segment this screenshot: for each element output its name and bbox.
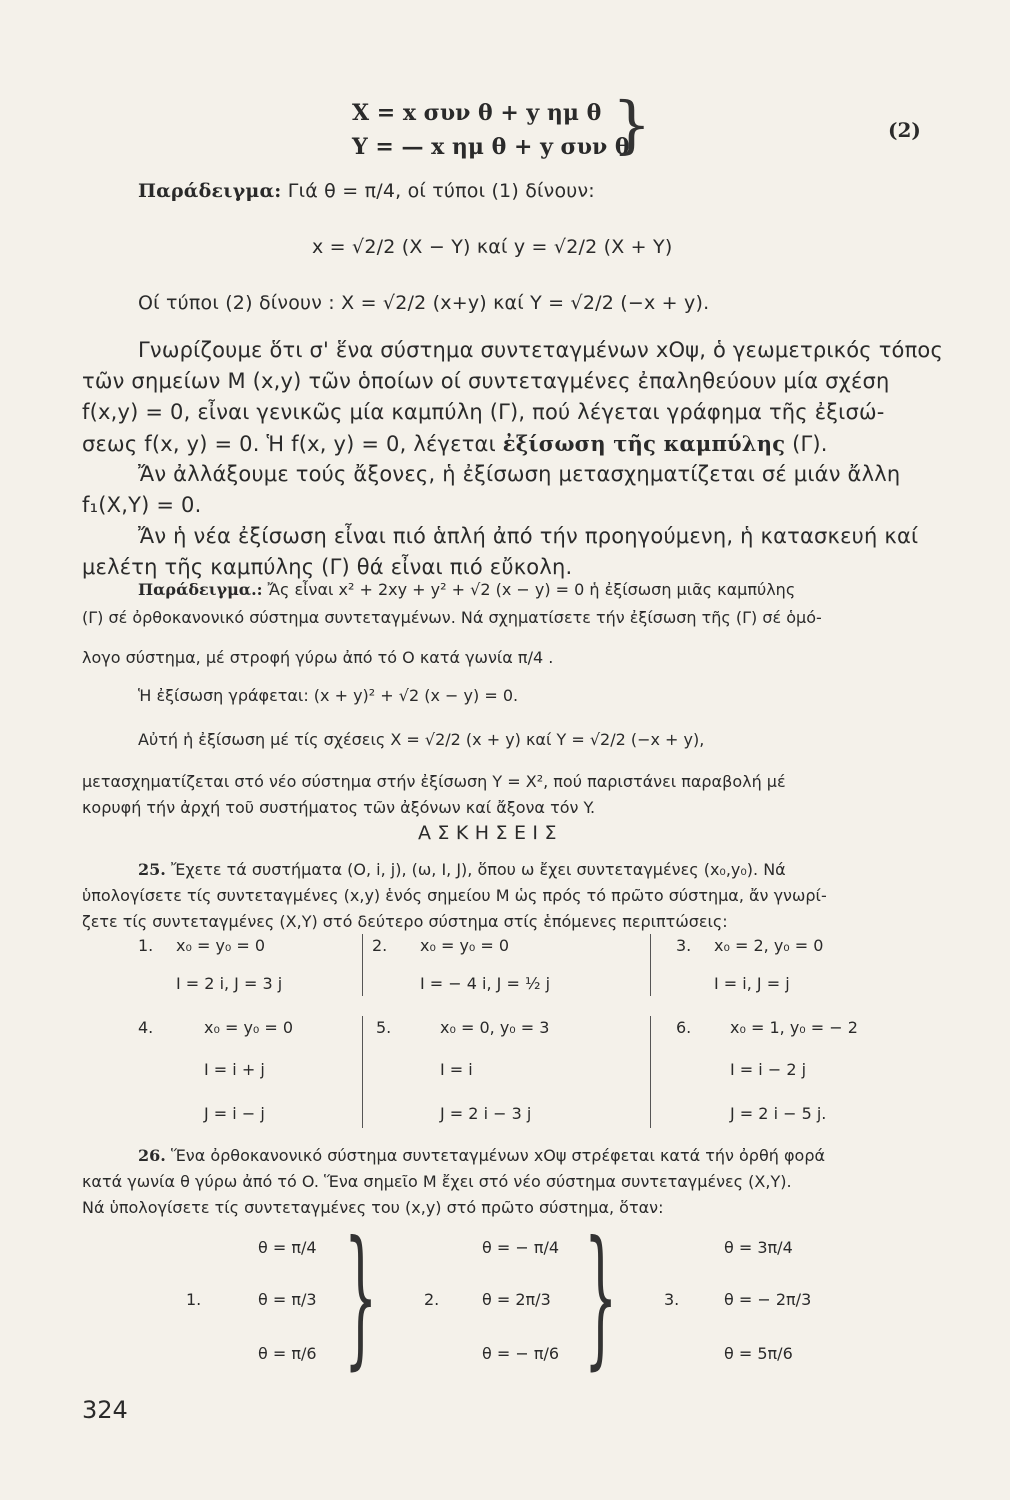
case-2-vectors: I = − 4 i, J = ½ j [420, 974, 551, 993]
angle-3c: θ = 5π/6 [724, 1344, 793, 1363]
equation-tag: (2) [888, 118, 921, 142]
paragraph-1-line-1: Γνωρίζουμε ὅτι σ' ἕνα σύστημα συντεταγμένων xOψ, ὁ γεωμετρικός τόπος [138, 338, 943, 362]
example-2-line-5: Αὐτή ἡ ἐξίσωση μέ τίς σχέσεις X = √2/2 (x + y) καί Y = √2/2 (−x + y), [138, 730, 705, 749]
case-4-number: 4. [138, 1018, 154, 1037]
equation-y: Y = — x ημ θ + y συν θ [352, 134, 630, 160]
case-1-number: 1. [138, 936, 154, 955]
right-brace: } [584, 1210, 618, 1384]
example-2-label: Παράδειγμα.: [138, 580, 263, 599]
case-6-vector-j: J = 2 i − 5 j. [730, 1104, 827, 1123]
case-6-vector-i: I = i − 2 j [730, 1060, 807, 1079]
exercise-26-line-2: κατά γωνία θ γύρω ἀπό τό O. Ἕνα σημεῖο M ἔχει στό νέο σύστημα συντεταγμένες (X,Y). [82, 1172, 792, 1191]
angle-1b: θ = π/3 [258, 1290, 317, 1309]
angle-1a: θ = π/4 [258, 1238, 317, 1257]
exercise-26-line-3: Νά ὑπολογίσετε τίς συντεταγμένες του (x,y) στό πρῶτο σύστημα, ὅταν: [82, 1198, 664, 1217]
equation-x: X = x συν θ + y ημ θ [352, 100, 602, 126]
case-5-vector-i: I = i [440, 1060, 473, 1079]
case-1-origin: x₀ = y₀ = 0 [176, 936, 266, 955]
exercise-25-line-1 [138, 860, 786, 879]
grid-divider [362, 934, 363, 996]
case-6-number: 6. [676, 1018, 692, 1037]
grid-divider [650, 934, 651, 996]
exercises-heading: Α Σ Κ Η Σ Ε Ι Σ [418, 822, 557, 844]
example-2-line-3: λογο σύστημα, μέ στροφή γύρω ἀπό τό O κατά γωνία π/4 . [82, 648, 554, 667]
angle-2b: θ = 2π/3 [482, 1290, 551, 1309]
case-5-number: 5. [376, 1018, 392, 1037]
right-brace: } [612, 88, 652, 161]
case-2-origin: x₀ = y₀ = 0 [420, 936, 510, 955]
case-6-origin: x₀ = 1, y₀ = − 2 [730, 1018, 858, 1037]
angle-group-2-number: 2. [424, 1290, 440, 1309]
angle-1c: θ = π/6 [258, 1344, 317, 1363]
exercise-26-line-1 [138, 1146, 825, 1165]
example-2-line-4: Ἡ ἐξίσωση γράφεται: (x + y)² + √2 (x − y) = 0. [138, 686, 519, 705]
exercise-25-line-2: ὑπολογίσετε τίς συντεταγμένες (x,y) ἑνός σημείου M ὡς πρός τό πρῶτο σύστημα, ἄν γνωρί- [82, 886, 827, 905]
case-5-vector-j: J = 2 i − 3 j [440, 1104, 532, 1123]
paragraph-1-end: (Γ). [792, 432, 828, 456]
paragraph-2-line-1: Ἄν ἀλλάξουμε τούς ἄξονες, ἡ ἐξίσωση μετασχηματίζεται σέ μιάν ἄλλη [138, 462, 901, 486]
angle-2c: θ = − π/6 [482, 1344, 560, 1363]
exercise-25-text: Ἔχετε τά συστήματα (O, i, j), (ω, I, J), ὅπου ω ἔχει συντεταγμένες (x₀,y₀). Νά [170, 860, 786, 879]
exercise-25-line-3: ζετε τίς συντεταγμένες (X,Y) στό δεύτερο σύστημα στίς ἑπόμενες περιπτώσεις: [82, 912, 728, 931]
exercise-26-number: 26. [138, 1146, 166, 1165]
paragraph-1-line-4-text: σεως f(x, y) = 0. Ἡ f(x, y) = 0, λέγεται [82, 432, 496, 456]
angle-group-3-number: 3. [664, 1290, 680, 1309]
example-1-label: Παράδειγμα: [138, 180, 282, 202]
case-4-vector-i: I = i + j [204, 1060, 265, 1079]
case-3-vectors: I = i, J = j [714, 974, 790, 993]
case-2-number: 2. [372, 936, 388, 955]
example-2-text: Ἄς εἶναι x² + 2xy + y² + √2 (x − y) = 0 ἡ ἐξίσωση μιᾶς καμπύλης [267, 580, 796, 599]
paragraph-3-line-1: Ἄν ἡ νέα ἐξίσωση εἶναι πιό ἁπλή ἀπό τήν προηγούμενη, ἡ κατασκευή καί [138, 524, 919, 548]
angle-group-1-number: 1. [186, 1290, 202, 1309]
exercise-25-number: 25. [138, 860, 166, 879]
example-2-line-1 [138, 580, 795, 599]
paragraph-2-line-2: f₁(X,Y) = 0. [82, 493, 202, 517]
case-5-origin: x₀ = 0, y₀ = 3 [440, 1018, 550, 1037]
bold-term: ἐξίσωση τῆς καμπύλης [502, 431, 786, 456]
page-number: 324 [82, 1396, 128, 1424]
paragraph-1-line-2: τῶν σημείων M (x,y) τῶν ὁποίων οί συντεταγμένες ἐπαληθεύουν μία σχέση [82, 369, 890, 393]
example-2-line-7: κορυφή τήν ἀρχή τοῦ συστήματος τῶν ἀξόνων καί ἄξονα τόν Y. [82, 798, 596, 817]
angle-2a: θ = − π/4 [482, 1238, 560, 1257]
angle-3a: θ = 3π/4 [724, 1238, 793, 1257]
case-4-vector-j: J = i − j [204, 1104, 265, 1123]
case-4-origin: x₀ = y₀ = 0 [204, 1018, 294, 1037]
example-1-formula: x = √2/2 (X − Y) καί y = √2/2 (X + Y) [312, 236, 673, 258]
example-1-text: Γιά θ = π/4, οί τύποι (1) δίνουν: [287, 180, 595, 202]
paragraph-3-line-2: μελέτη τῆς καμπύλης (Γ) θά εἶναι πιό εὔκολη. [82, 555, 573, 579]
paragraph-1-line-3: f(x,y) = 0, εἶναι γενικῶς μία καμπύλη (Γ), πού λέγεται γράφημα τῆς ἐξισώ- [82, 400, 885, 424]
exercise-26-text: Ἕνα ὀρθοκανονικό σύστημα συντεταγμένων xOψ στρέφεται κατά τήν ὀρθή φορά [170, 1146, 826, 1165]
case-3-origin: x₀ = 2, y₀ = 0 [714, 936, 824, 955]
example-2-line-6: μετασχηματίζεται στό νέο σύστημα στήν ἐξίσωση Y = X², πού παριστάνει παραβολή μέ [82, 772, 786, 791]
grid-divider [650, 1016, 651, 1128]
grid-divider [362, 1016, 363, 1128]
angle-3b: θ = − 2π/3 [724, 1290, 812, 1309]
example-1-line [138, 180, 595, 202]
paragraph-1-line-4 [82, 431, 828, 456]
case-1-vectors: I = 2 i, J = 3 j [176, 974, 283, 993]
right-brace: } [344, 1210, 378, 1384]
example-2-line-2: (Γ) σέ ὀρθοκανονικό σύστημα συντεταγμένων. Νά σχηματίσετε τήν ἐξίσωση τῆς (Γ) σέ ὁμό- [82, 608, 822, 627]
case-3-number: 3. [676, 936, 692, 955]
example-1-formula-2: Οί τύποι (2) δίνουν : X = √2/2 (x+y) καί Y = √2/2 (−x + y). [138, 292, 710, 314]
